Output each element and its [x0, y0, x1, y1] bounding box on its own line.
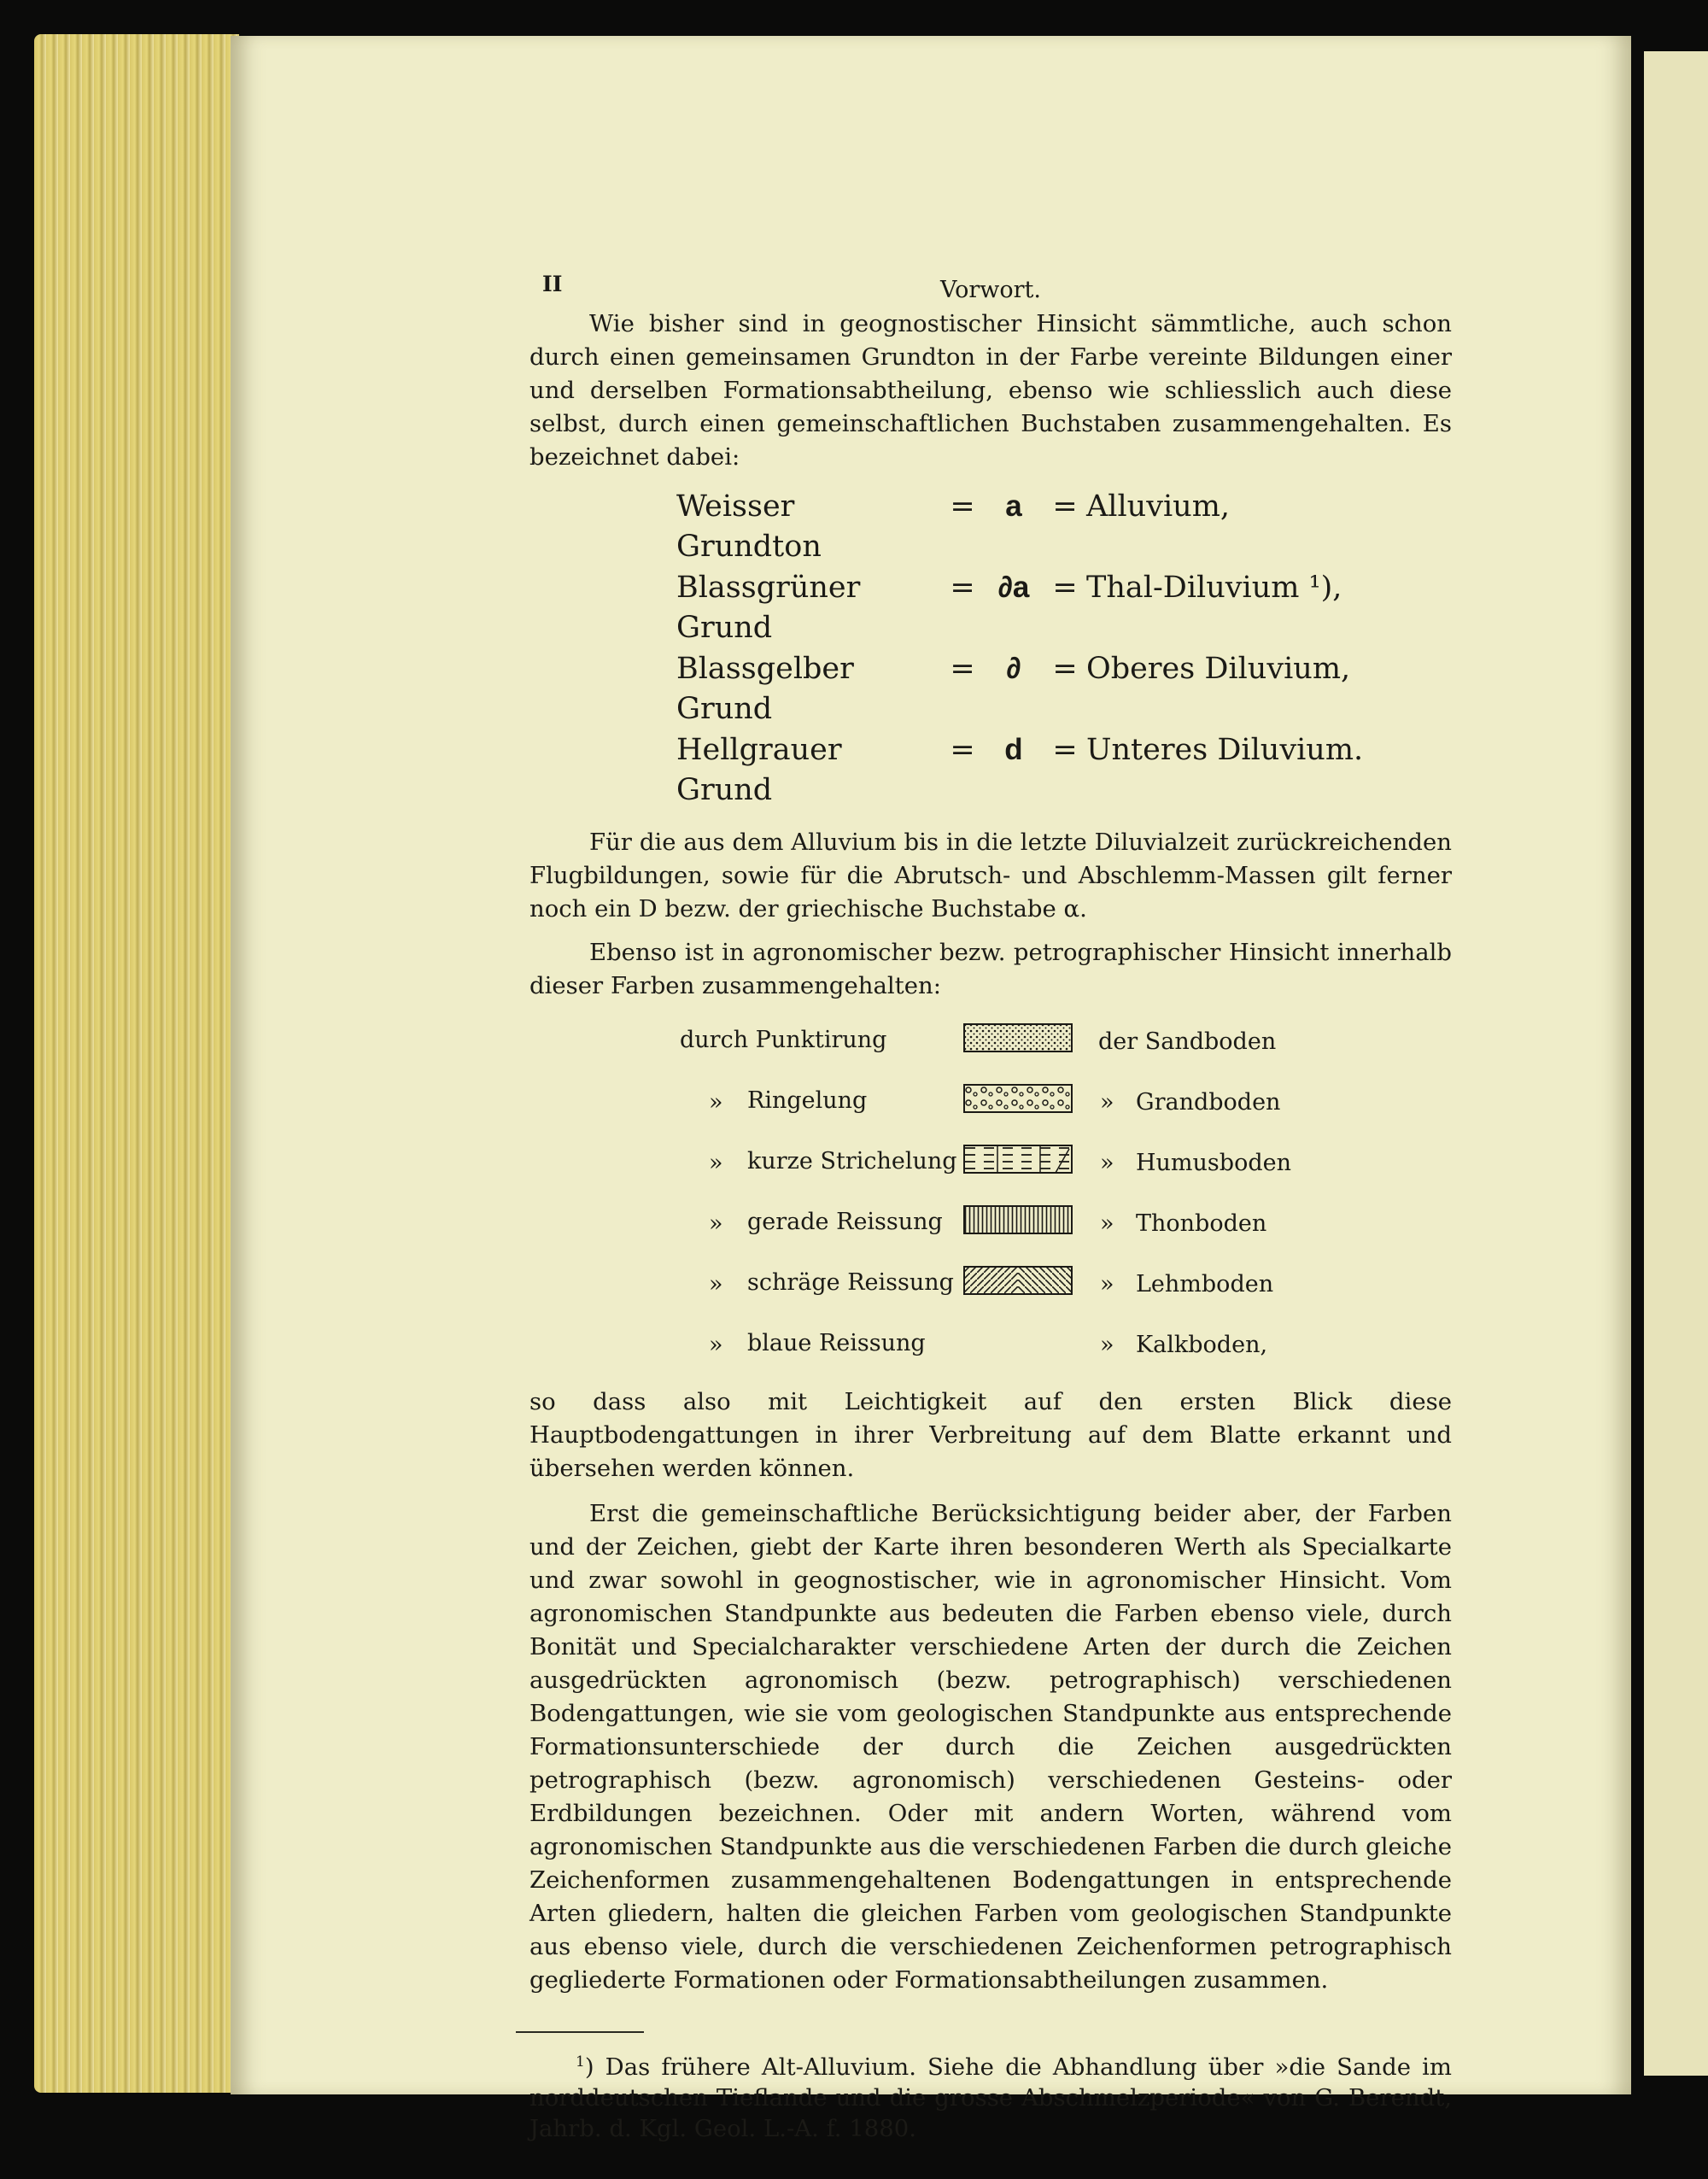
running-head: Vorwort. [940, 277, 1041, 303]
book-page-edges [34, 34, 239, 2093]
legend-result: Grandboden [1136, 1089, 1281, 1116]
legend-label: Ringelung [747, 1087, 868, 1114]
legend-label: durch Punktirung [680, 1027, 887, 1053]
ditto-mark: » [1100, 1089, 1114, 1116]
formation-name: Alluvium, [1086, 489, 1231, 524]
formation-letter: a [1005, 489, 1022, 523]
intro-paragraph: Wie bisher sind in geognostischer Hinsicht sämmtliche, auch schon durch einen gemeinsamen Grundton in der Farbe vereinte Bildungen einer und derselben Formationsabtheilung, ebenso wie schliesslich auch diese selbst, durch einen gemeinschaftlichen Buchstaben zusammengehalten. Es bezeichnet dabei: [529, 310, 1452, 471]
footnote-separator [516, 2031, 644, 2033]
equals-sign: = [1052, 733, 1078, 767]
color-equations [676, 486, 1452, 811]
ditto-mark: » [709, 1332, 723, 1358]
footnote-marker: 1 [576, 2053, 585, 2071]
footnote-text: ) Das frühere Alt-Alluvium. Siehe die Abhandlung über »die Sande im norddeutschen Tieflande und die grosse Abschmelzperiode« von G. Berendt, Jahrb. d. Kgl. Geol. L.-A. f. 1880. [529, 2053, 1452, 2143]
equals-sign: = [950, 652, 975, 686]
flug-paragraph: Für die aus dem Alluvium bis in die letzte Diluvialzeit zurückreichenden Flugbildungen, sowie für die Abrutsch- und Abschlemm-Massen gilt ferner noch ein D bezw. der griechische Buchstabe α. [529, 829, 1452, 923]
equals-sign: = [1052, 489, 1078, 524]
legend-result: Kalkboden, [1136, 1332, 1268, 1358]
legend-result: Lehmboden [1136, 1271, 1274, 1297]
legend-row [529, 1077, 1452, 1138]
vertical-lines-pattern-icon [963, 1205, 1073, 1234]
ditto-mark: » [1100, 1332, 1114, 1358]
equation-row [676, 648, 1452, 729]
dashes-pattern-icon [963, 1145, 1073, 1174]
formation-name: Unteres Diluvium. [1086, 733, 1364, 767]
footnote [529, 2047, 1452, 2144]
legend-result: der Sandboden [1098, 1028, 1277, 1055]
equation-row [676, 729, 1452, 811]
dots-pattern-icon [963, 1023, 1073, 1052]
diagonal-lines-pattern-icon [963, 1266, 1073, 1295]
ditto-mark: » [1100, 1150, 1114, 1176]
legend-row [529, 1138, 1452, 1198]
formation-name: Oberes Diluvium, [1086, 652, 1351, 686]
so-dass-paragraph: so dass also mit Leichtigkeit auf den ersten Blick diese Hauptbodengattungen in ihrer Verbreitung auf dem Blatte erkannt und übersehen werden können. [529, 1388, 1452, 1482]
legend-row [529, 1259, 1452, 1320]
page-header [529, 248, 1452, 308]
equation-row [676, 567, 1452, 648]
ground-color: Hellgrauer Grund [676, 733, 842, 807]
equals-sign: = [1052, 571, 1078, 605]
erst-paragraph: Erst die gemeinschaftliche Berücksichtigung beider aber, der Farben und der Zeichen, giebt der Karte ihren besonderen Werth als Specialkarte und zwar sowohl in geognostischer, wie in agronomischer Hinsicht. Vom agronomischen Standpunkte aus bedeuten die Farben ebenso viele, durch Bonität und Specialcharakter verschiedene Arten der durch die Zeichen ausgedrückten agronomisch (bezw. petrographisch) verschiedenen Bodengattungen, wie sie vom geologischen Standpunkte aus entsprechende Formationsunterschiede der durch die Zeichen ausgedrückten petrographisch (bezw. agronomisch) verschiedenen Gesteins- oder Erdbildungen bezeichnen. Oder mit andern Worten, während vom agronomischen Standpunkte aus die verschiedenen Farben die durch gleiche Zeichenformen zusammengehaltenen Bodengattungen in entsprechende Arten gliedern, halten die gleichen Farben vom geologischen Standpunkte aus ebenso viele, durch die verschiedenen Zeichenformen petrographisch gegliederte Formationen oder Formationsabtheilungen zusammen. [529, 1500, 1452, 1994]
ground-color: Weisser Grundton [676, 489, 822, 564]
ditto-mark: » [1100, 1210, 1114, 1237]
legend-result: Humusboden [1136, 1150, 1291, 1176]
ditto-mark: » [709, 1271, 723, 1297]
ground-color: Blassgrüner Grund [676, 571, 861, 645]
formation-letter: d [1004, 733, 1023, 766]
legend-label: blaue Reissung [747, 1330, 926, 1356]
soil-legend [529, 1016, 1452, 1380]
ditto-mark: » [1100, 1271, 1114, 1297]
legend-label: kurze Strichelung [747, 1148, 957, 1174]
legend-row [529, 1198, 1452, 1259]
legend-row [529, 1016, 1452, 1077]
equals-sign: = [950, 733, 975, 767]
ditto-mark: » [709, 1089, 723, 1116]
page-number: II [542, 272, 563, 296]
equals-sign: = [950, 571, 975, 605]
equals-sign: = [950, 489, 975, 524]
page-content [529, 248, 1452, 2144]
legend-result: Thonboden [1136, 1210, 1267, 1237]
rings-pattern-icon [963, 1084, 1073, 1113]
legend-label: schräge Reissung [747, 1269, 954, 1296]
ditto-mark: » [709, 1150, 723, 1176]
equals-sign: = [1052, 652, 1078, 686]
formation-letter: ∂a [997, 571, 1030, 604]
formation-name: Thal-Diluvium ¹), [1086, 571, 1342, 605]
ebenso-paragraph: Ebenso ist in agronomischer bezw. petrographischer Hinsicht innerhalb dieser Farben zusammengehalten: [529, 939, 1452, 999]
facing-page-edge [1644, 51, 1708, 2076]
legend-row [529, 1320, 1452, 1380]
formation-letter: ∂ [1006, 652, 1021, 685]
equation-row [676, 486, 1452, 567]
ground-color: Blassgelber Grund [676, 652, 854, 726]
legend-label: gerade Reissung [747, 1209, 943, 1235]
ditto-mark: » [709, 1210, 723, 1237]
